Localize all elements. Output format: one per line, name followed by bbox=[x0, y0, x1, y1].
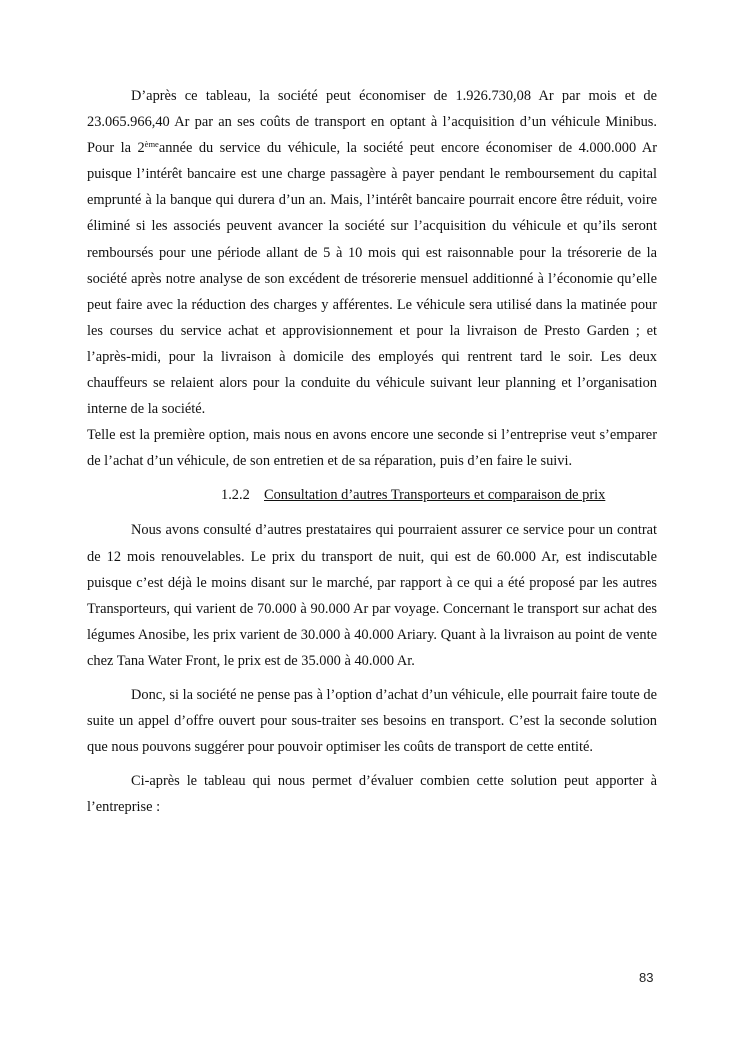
paragraph-first-option: Telle est la première option, mais nous en avons encore une seconde si l’entreprise veut s’emparer de l’achat d’un véhicule, de son entretien et de sa réparation, puis d’en faire le suivi. bbox=[87, 427, 657, 470]
section-number: 1.2.2 bbox=[221, 487, 250, 504]
paragraph-savings-text: D’après ce tableau, la société peut économiser de 1.926.730,08 Ar par mois et de 23.065.966,40 Ar par an ses coûts de transport en optant à l’acquisition d’un véhicule Minibus. Pour la 2 bbox=[87, 88, 657, 157]
paragraph-table-intro: Ci-après le tableau qui nous permet d’évaluer combien cette solution peut apporter à l’entreprise : bbox=[87, 773, 657, 816]
superscript-eme: ème bbox=[144, 139, 159, 150]
paragraph-savings-continued: année du service du véhicule, la société peut encore économiser de 4.000.000 Ar puisque l’intérêt bancaire est une charge passagère à payer pendant le remboursement du capital emprunté à la banque qui durera d’un an. Mais, l’intérêt bancaire pourrait encore être réduit, voire éliminé si les associés peuvent avancer la société sur l’acquisition du véhicule et qu’ils seront remboursés pour une période allant de 5 à 10 mois qui est raisonnable pour la trésorerie de la société après notre analyse de son excédent de trésorerie mensuel additionné à l’économie qu’elle peut faire avec la réduction des charges y afférentes. Le véhicule sera utilisé dans la matinée pour les courses du service achat et approvisionnement et pour la livraison de Presto Garden ; et l’après-midi, pour la livraison à domicile des employés qui rentrent tard le soir. Les deux chauffeurs se relaient alors pour la conduite du véhicule suivant leur planning et l’organisation interne de la société. bbox=[87, 140, 657, 418]
document-page bbox=[87, 83, 657, 820]
section-title: Consultation d’autres Transporteurs et comparaison de prix bbox=[264, 487, 606, 504]
paragraph-consultation: Nous avons consulté d’autres prestataires qui pourraient assurer ce service pour un contrat de 12 mois renouvelables. Le prix du transport de nuit, qui est de 60.000 Ar, est indiscutable puisque c’est déjà le moins disant sur le marché, par rapport à ce qui a été proposé par les autres Transporteurs, qui varient de 70.000 à 90.000 Ar par voyage. Concernant le transport sur achat des légumes Anosibe, les prix varient de 30.000 à 40.000 Ariary. Quant à la livraison au point de vente chez Tana Water Front, le prix est de 35.000 à 40.000 Ar. bbox=[87, 522, 657, 669]
section-heading bbox=[221, 482, 657, 508]
paragraph-second-solution: Donc, si la société ne pense pas à l’option d’achat d’un véhicule, elle pourrait faire toute de suite un appel d’offre ouvert pour sous-traiter ses besoins en transport. C’est la seconde solution que nous pouvons suggérer pour pouvoir optimiser les coûts de transport de cette entité. bbox=[87, 686, 657, 756]
page-number: 83 bbox=[639, 970, 654, 985]
paragraph-savings bbox=[87, 83, 657, 422]
